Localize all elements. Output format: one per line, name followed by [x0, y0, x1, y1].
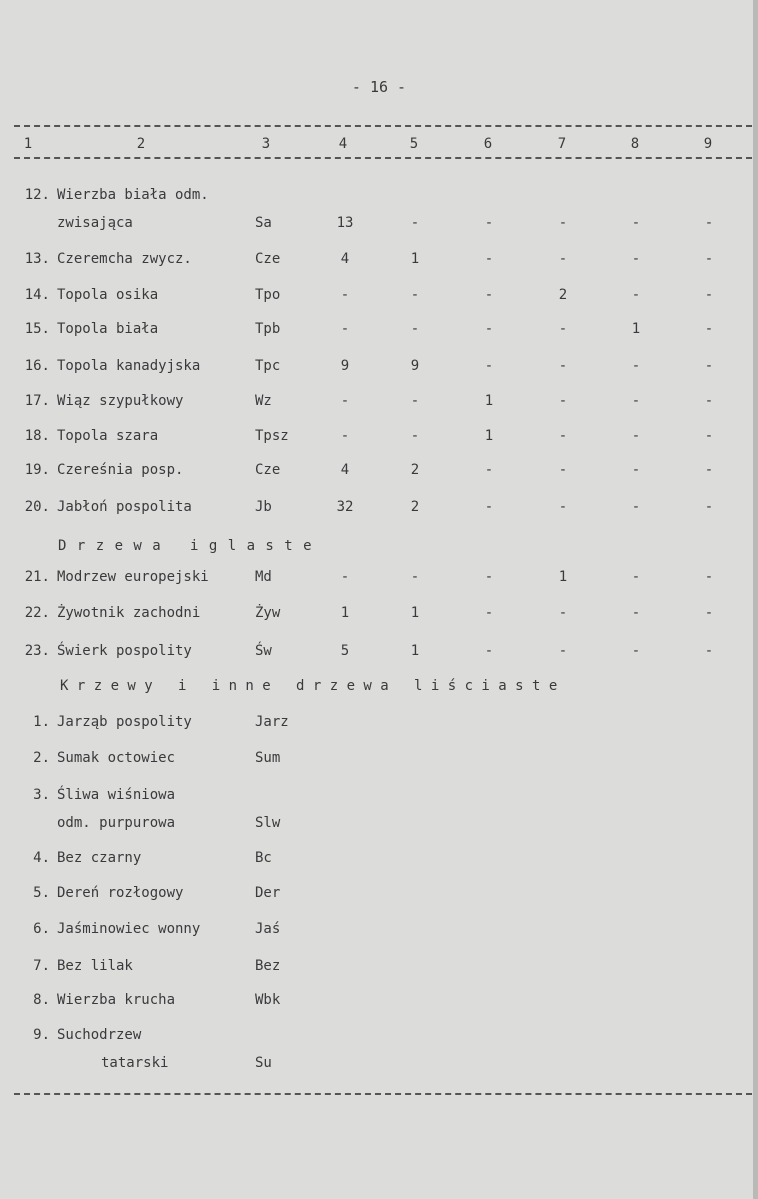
count-cell-8: - — [631, 215, 641, 231]
shrub-code: Jaś — [255, 921, 281, 937]
shrub-name-cont: odm. purpurowa — [57, 815, 176, 831]
shrub-number: 1. — [33, 714, 50, 730]
row-number: 18. — [24, 428, 50, 444]
count-cell-9: - — [704, 499, 714, 515]
count-cell-7: - — [558, 643, 568, 659]
count-cell-4: 13 — [336, 215, 354, 231]
count-cell-9: - — [704, 428, 714, 444]
count-cell-9: - — [704, 643, 714, 659]
count-cell-4: - — [340, 393, 350, 409]
row-number: 12. — [24, 187, 50, 203]
shrub-name: Jaśminowiec wonny — [57, 921, 201, 937]
count-cell-9: - — [704, 321, 714, 337]
column-header-5: 5 — [409, 136, 419, 152]
count-cell-9: - — [704, 569, 714, 585]
count-cell-8: - — [631, 499, 641, 515]
count-cell-8: - — [631, 462, 641, 478]
species-code: Tpb — [255, 321, 281, 337]
count-cell-9: - — [704, 605, 714, 621]
header-bottom-rule — [14, 157, 752, 159]
count-cell-4: - — [340, 569, 350, 585]
shrub-name: Bez lilak — [57, 958, 133, 974]
shrub-number: 4. — [33, 850, 50, 866]
column-header-8: 8 — [630, 136, 640, 152]
count-cell-6: - — [484, 605, 494, 621]
species-name: Topola osika — [57, 287, 159, 303]
row-number: 20. — [24, 499, 50, 515]
species-name: Czeremcha zwycz. — [57, 251, 192, 267]
count-cell-7: 1 — [558, 569, 568, 585]
shrub-code: Wbk — [255, 992, 281, 1008]
shrub-code: Sum — [255, 750, 281, 766]
shrub-code: Slw — [255, 815, 281, 831]
count-cell-5: - — [410, 215, 420, 231]
count-cell-9: - — [704, 393, 714, 409]
species-code: Wz — [255, 393, 272, 409]
row-number: 15. — [24, 321, 50, 337]
count-cell-8: - — [631, 358, 641, 374]
count-cell-8: - — [631, 287, 641, 303]
shrub-name: Śliwa wiśniowa — [57, 787, 176, 803]
count-cell-4: 1 — [340, 605, 350, 621]
count-cell-7: - — [558, 358, 568, 374]
column-header-1: 1 — [23, 136, 33, 152]
shrub-number: 8. — [33, 992, 50, 1008]
count-cell-4: 4 — [340, 251, 350, 267]
count-cell-6: 1 — [484, 428, 494, 444]
shrub-code: Su — [255, 1055, 272, 1071]
count-cell-8: - — [631, 643, 641, 659]
species-code: Tpsz — [255, 428, 289, 444]
shrub-code: Jarz — [255, 714, 289, 730]
shrub-number: 7. — [33, 958, 50, 974]
column-header-4: 4 — [338, 136, 348, 152]
species-code: Md — [255, 569, 272, 585]
row-number: 17. — [24, 393, 50, 409]
column-header-2: 2 — [136, 136, 146, 152]
count-cell-7: - — [558, 321, 568, 337]
count-cell-7: - — [558, 605, 568, 621]
row-number: 14. — [24, 287, 50, 303]
count-cell-4: 5 — [340, 643, 350, 659]
count-cell-5: 9 — [410, 358, 420, 374]
column-header-7: 7 — [557, 136, 567, 152]
count-cell-6: - — [484, 215, 494, 231]
species-name: Jabłoń pospolita — [57, 499, 192, 515]
species-code: Żyw — [255, 605, 281, 621]
shrub-name: Bez czarny — [57, 850, 142, 866]
row-number: 21. — [24, 569, 50, 585]
count-cell-9: - — [704, 358, 714, 374]
species-name: Żywotnik zachodni — [57, 605, 201, 621]
shrub-name: Wierzba krucha — [57, 992, 176, 1008]
count-cell-8: - — [631, 428, 641, 444]
count-cell-7: - — [558, 499, 568, 515]
species-code: Tpo — [255, 287, 281, 303]
species-code: Tpc — [255, 358, 281, 374]
count-cell-7: - — [558, 251, 568, 267]
species-code: Sa — [255, 215, 272, 231]
count-cell-6: - — [484, 251, 494, 267]
count-cell-4: - — [340, 287, 350, 303]
count-cell-6: - — [484, 358, 494, 374]
row-number: 22. — [24, 605, 50, 621]
count-cell-5: 1 — [410, 643, 420, 659]
count-cell-8: - — [631, 569, 641, 585]
count-cell-8: - — [631, 605, 641, 621]
table-bottom-rule — [14, 1093, 752, 1095]
row-number: 19. — [24, 462, 50, 478]
shrub-number: 3. — [33, 787, 50, 803]
shrub-number: 9. — [33, 1027, 50, 1043]
count-cell-5: - — [410, 569, 420, 585]
species-code: Jb — [255, 499, 272, 515]
count-cell-7: - — [558, 393, 568, 409]
species-name: Modrzew europejski — [57, 569, 209, 585]
shrub-code: Der — [255, 885, 281, 901]
count-cell-4: 4 — [340, 462, 350, 478]
count-cell-5: 2 — [410, 462, 420, 478]
column-header-3: 3 — [261, 136, 271, 152]
shrub-name: Sumak octowiec — [57, 750, 176, 766]
count-cell-6: - — [484, 462, 494, 478]
count-cell-8: 1 — [631, 321, 641, 337]
shrub-name: Jarząb pospolity — [57, 714, 192, 730]
count-cell-4: 32 — [336, 499, 354, 515]
shrub-name-cont: tatarski — [101, 1055, 169, 1071]
count-cell-9: - — [704, 251, 714, 267]
count-cell-9: - — [704, 215, 714, 231]
count-cell-5: - — [410, 287, 420, 303]
species-name: Topola kanadyjska — [57, 358, 201, 374]
shrub-code: Bez — [255, 958, 281, 974]
count-cell-5: - — [410, 393, 420, 409]
shrub-number: 5. — [33, 885, 50, 901]
count-cell-5: 1 — [410, 605, 420, 621]
row-number: 13. — [24, 251, 50, 267]
count-cell-5: - — [410, 321, 420, 337]
species-name: Czereśnia posp. — [57, 462, 184, 478]
count-cell-7: - — [558, 428, 568, 444]
count-cell-6: - — [484, 569, 494, 585]
count-cell-5: 2 — [410, 499, 420, 515]
species-code: Cze — [255, 251, 281, 267]
count-cell-6: - — [484, 643, 494, 659]
species-name: Topola szara — [57, 428, 159, 444]
shrub-name: Dereń rozłogowy — [57, 885, 184, 901]
page-number: - 16 - — [351, 78, 407, 96]
shrub-code: Bc — [255, 850, 272, 866]
column-header-6: 6 — [483, 136, 493, 152]
species-code: Cze — [255, 462, 281, 478]
row-number: 23. — [24, 643, 50, 659]
count-cell-5: 1 — [410, 251, 420, 267]
species-code: Św — [255, 643, 272, 659]
section-label-conifers: D r z e w a i g l a s t e — [58, 538, 313, 554]
species-name-cont: zwisająca — [57, 215, 133, 231]
species-name: Wiąz szypułkowy — [57, 393, 184, 409]
species-name: Wierzba biała odm. — [57, 187, 209, 203]
count-cell-9: - — [704, 287, 714, 303]
shrub-name: Suchodrzew — [57, 1027, 142, 1043]
count-cell-9: - — [704, 462, 714, 478]
section-label-shrubs: K r z e w y i i n n e d r z e w a l i ś c i a s t e — [60, 678, 558, 694]
species-name: Topola biała — [57, 321, 159, 337]
count-cell-5: - — [410, 428, 420, 444]
species-name: Świerk pospolity — [57, 643, 192, 659]
header-top-rule — [14, 125, 752, 127]
count-cell-4: 9 — [340, 358, 350, 374]
count-cell-7: - — [558, 462, 568, 478]
column-header-9: 9 — [703, 136, 713, 152]
page-edge-shadow — [753, 0, 758, 1199]
count-cell-6: 1 — [484, 393, 494, 409]
count-cell-6: - — [484, 321, 494, 337]
shrub-number: 2. — [33, 750, 50, 766]
count-cell-4: - — [340, 321, 350, 337]
count-cell-7: - — [558, 215, 568, 231]
shrub-number: 6. — [33, 921, 50, 937]
row-number: 16. — [24, 358, 50, 374]
count-cell-6: - — [484, 287, 494, 303]
count-cell-7: 2 — [558, 287, 568, 303]
count-cell-6: - — [484, 499, 494, 515]
count-cell-4: - — [340, 428, 350, 444]
count-cell-8: - — [631, 393, 641, 409]
count-cell-8: - — [631, 251, 641, 267]
